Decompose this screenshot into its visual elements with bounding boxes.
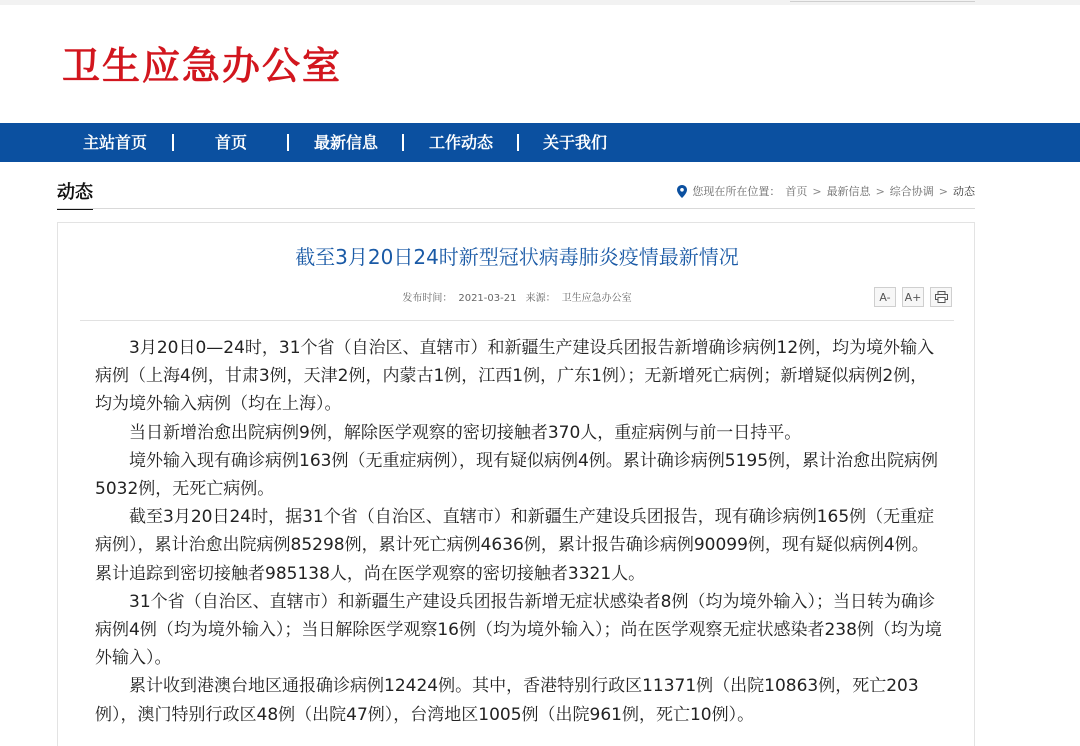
- source-label: 来源：: [525, 293, 556, 304]
- main-nav: [0, 123, 1080, 162]
- article-paragraph: 截至3月20日24时，据31个省（自治区、直辖市）和新疆生产建设兵团报告，现有确诊病例165例（无重症病例），累计治愈出院病例85298例，累计死亡病例4636例，累计报告确诊病例90099例，现有疑似病例4例。累计追踪到密切接触者985138人，尚在医学观察的密切接触者3321人。: [95, 507, 935, 584]
- location-pin-icon: [677, 185, 687, 198]
- nav-separator: [402, 134, 404, 151]
- font-increase-button[interactable]: A+: [902, 287, 924, 307]
- article-paragraph: 境外输入现有确诊病例163例（无重症病例），现有疑似病例4例。累计确诊病例5195例，累计治愈出院病例5032例，无死亡病例。: [95, 450, 939, 500]
- article-paragraph: 3月20日0—24时，31个省（自治区、直辖市）和新疆生产建设兵团报告新增确诊病例12例，均为境外输入病例（上海4例，甘肃3例，天津2例，内蒙古1例，江西1例，广东1例）；无新增死亡病例；新增疑似病例2例，均为境外输入病例（均在上海）。: [95, 338, 935, 415]
- printer-icon: [935, 291, 948, 303]
- nav-item-home[interactable]: 首页: [214, 133, 247, 152]
- breadcrumb-link-latest[interactable]: 最新信息: [826, 185, 871, 198]
- article-paragraph: 累计收到港澳台地区通报确诊病例12424例。其中，香港特别行政区11371例（出院10863例，死亡203例），澳门特别行政区48例（出院47例），台湾地区1005例（出院961例，死亡10例）。: [95, 676, 919, 725]
- breadcrumb-separator: >: [875, 184, 885, 198]
- nav-item-about-us[interactable]: 关于我们: [542, 133, 607, 152]
- nav-separator: [172, 134, 174, 151]
- article-body: [95, 334, 943, 729]
- nav-item-main-home[interactable]: 主站首页: [82, 133, 147, 152]
- nav-item-latest-news[interactable]: 最新信息: [313, 133, 378, 152]
- site-header: [0, 5, 1080, 123]
- article-tools: [874, 287, 952, 307]
- breadcrumb: [677, 183, 975, 199]
- breadcrumb-current[interactable]: 动态: [953, 185, 975, 198]
- article-meta: [58, 289, 976, 304]
- article-paragraph: 当日新增治愈出院病例9例，解除医学观察的密切接触者370人，重症病例与前一日持平。: [129, 422, 802, 443]
- breadcrumb-separator: >: [812, 184, 822, 198]
- publish-label: 发布时间：: [402, 293, 453, 304]
- article-title: 截至3月20日24时新型冠状病毒肺炎疫情最新情况: [295, 245, 739, 269]
- top-search-box[interactable]: [790, 0, 975, 2]
- article-paragraph: 31个省（自治区、直辖市）和新疆生产建设兵团报告新增无症状感染者8例（均为境外输入）；当日转为确诊病例4例（均为境外输入）；当日解除医学观察16例（均为境外输入）；尚在医学观察无症状感染者238例（均为境外输入）。: [95, 591, 942, 669]
- site-logo[interactable]: 卫生应急办公室: [62, 44, 343, 88]
- article-card: [57, 222, 975, 746]
- source-value: 卫生应急办公室: [561, 293, 632, 304]
- nav-separator: [287, 134, 289, 151]
- nav-separator: [517, 134, 519, 151]
- breadcrumb-link-home[interactable]: 首页: [785, 185, 808, 198]
- breadcrumb-link-coordination[interactable]: 综合协调: [889, 185, 934, 198]
- section-divider: [57, 208, 975, 209]
- meta-divider: [80, 320, 954, 321]
- font-decrease-button[interactable]: A-: [874, 287, 896, 307]
- breadcrumb-separator: >: [938, 184, 948, 198]
- print-button[interactable]: [930, 287, 952, 307]
- section-title: 动态: [57, 182, 93, 210]
- nav-item-work-updates[interactable]: 工作动态: [428, 133, 493, 152]
- publish-date: 2021-03-21: [458, 293, 517, 304]
- breadcrumb-prefix: 您现在所在位置：: [692, 185, 781, 198]
